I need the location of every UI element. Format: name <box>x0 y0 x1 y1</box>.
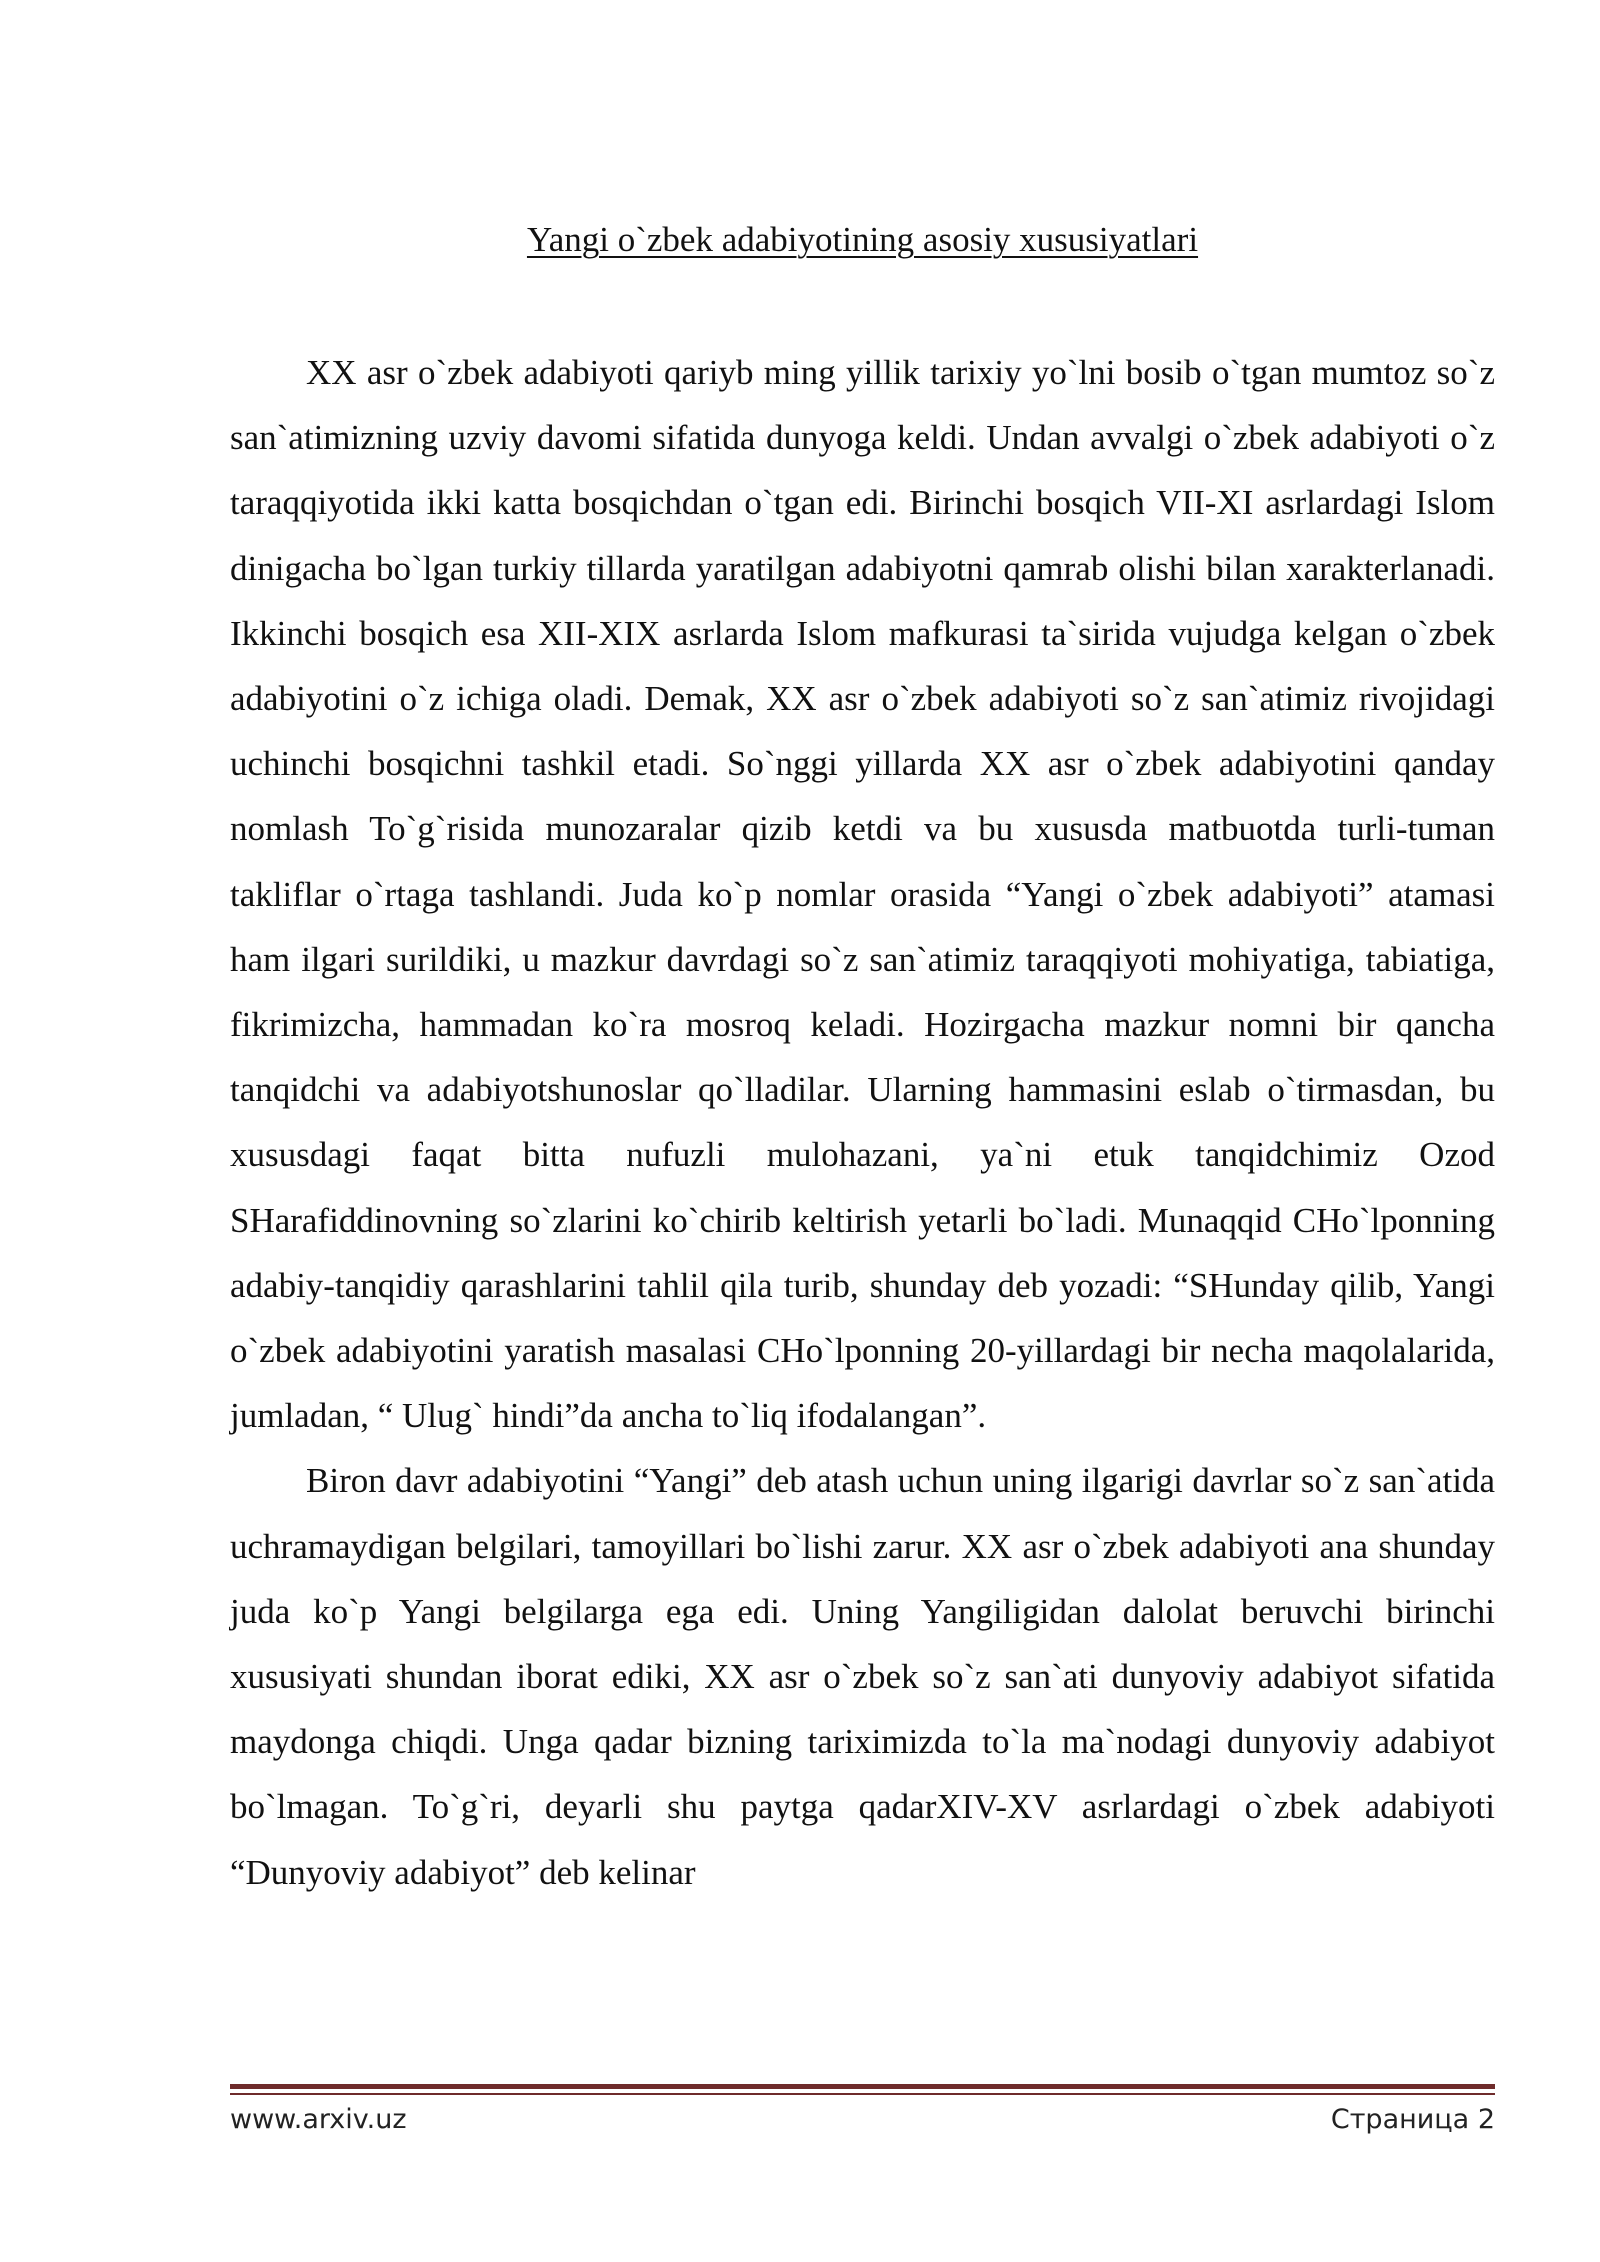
footer-divider-thin <box>230 2093 1495 2095</box>
footer-divider-thick <box>230 2084 1495 2089</box>
footer-page-number: Страница 2 <box>1330 2104 1495 2135</box>
document-body <box>230 340 1495 1905</box>
page-title-text: Yangi o`zbek adabiyotining asosiy xususiyatlari <box>526 220 1199 259</box>
footer-website: www.arxiv.uz <box>230 2104 407 2135</box>
page-title <box>230 218 1495 262</box>
page-footer <box>230 2102 1495 2138</box>
paragraph-1: XX asr o`zbek adabiyoti qariyb ming yillik tarixiy yo`lni bosib o`tgan mumtoz so`z san`atimizning uzviy davomi sifatida dunyoga keldi. Undan avvalgi o`zbek adabiyoti o`z taraqqiyotida ikki katta bosqichdan o`tgan edi. Birinchi bosqich VII-XI asrlardagi Islom dinigacha bo`lgan turkiy tillarda yaratilgan adabiyotni qamrab olishi bilan xarakterlanadi. Ikkinchi bosqich esa XII-XIX asrlarda Islom mafkurasi ta`sirida vujudga kelgan o`zbek adabiyotini o`z ichiga oladi. Demak, XX asr o`zbek adabiyoti so`z san`atimiz rivojidagi uchinchi bosqichni tashkil etadi. So`nggi yillarda XX asr o`zbek adabiyotini qanday nomlash To`g`risida munozaralar qizib ketdi va bu xususda matbuotda turli-tuman takliflar o`rtaga tashlandi. Juda ko`p nomlar orasida “Yangi o`zbek adabiyoti” atamasi ham ilgari surildiki, u mazkur davrdagi so`z san`atimiz taraqqiyoti mohiyatiga, tabiatiga, fikrimizcha, hammadan ko`ra mosroq keladi. Hozirgacha mazkur nomni bir qancha tanqidchi va adabiyotshunoslar qo`lladilar. Ularning hammasini eslab o`tirmasdan, bu xususdagi faqat bitta nufuzli mulohazani, ya`ni etuk tanqidchimiz Ozod SHarafiddinovning so`zlarini ko`chirib keltirish yetarli bo`ladi. Munaqqid CHo`lponning adabiy-tanqidiy qarashlarini tahlil qila turib, shunday deb yozadi: “SHunday qilib, Yangi o`zbek adabiyotini yaratish masalasi CHo`lponning 20-yillardagi bir necha maqolalarida, jumladan, “ Ulug` hindi”da ancha to`liq ifodalangan”. <box>230 353 1495 1436</box>
paragraph-2: Biron davr adabiyotini “Yangi” deb atash uchun uning ilgarigi davrlar so`z san`atida uchramaydigan belgilari, tamoyillari bo`lishi zarur. XX asr o`zbek adabiyoti ana shunday juda ko`p Yangi belgilarga ega edi. Uning Yangiligidan dalolat beruvchi birinchi xususiyati shundan iborat ediki, XX asr o`zbek so`z san`ati dunyoviy adabiyot sifatida maydonga chiqdi. Unga qadar bizning tariximizda to`la ma`nodagi dunyoviy adabiyot bo`lmagan. To`g`ri, deyarli shu paytga qadarXIV-XV asrlardagi o`zbek adabiyoti “Dunyoviy adabiyot” deb kelinar <box>230 1461 1495 1892</box>
